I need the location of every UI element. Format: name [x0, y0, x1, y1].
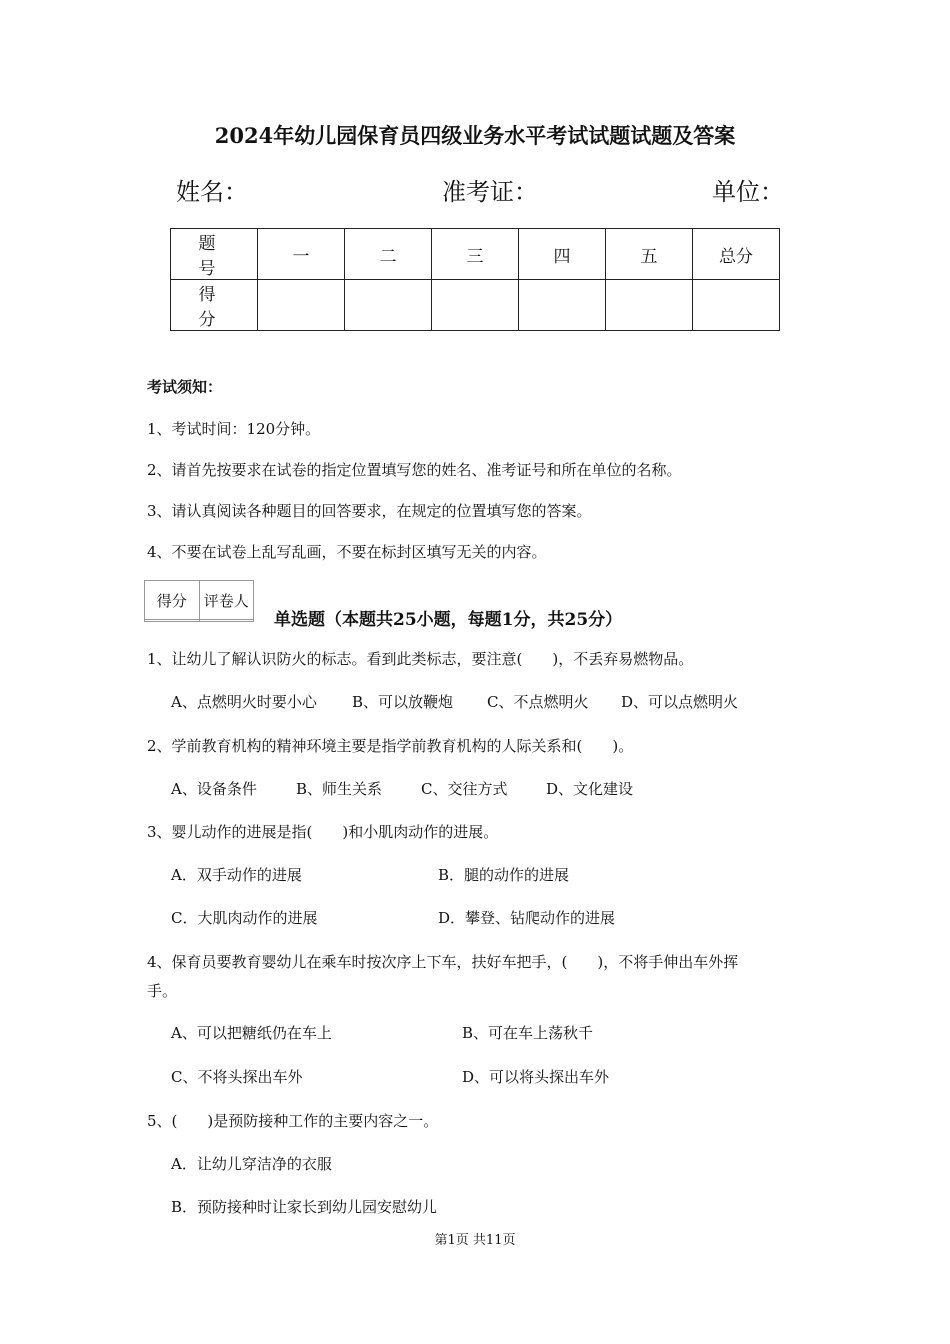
name-field-label: 姓名： [176, 178, 248, 206]
score-input-cell[interactable] [432, 280, 519, 331]
score-table-cell: 得 分 [171, 280, 258, 331]
score-input-cell[interactable] [693, 280, 780, 331]
score-table-score-row [171, 280, 780, 331]
grader-score-cell[interactable] [145, 620, 200, 622]
score-table-cell: 五 [606, 229, 693, 280]
answer-option: A、可以把糖纸仍在车上 [171, 1024, 332, 1042]
score-input-cell[interactable] [519, 280, 606, 331]
notice-item: 4、不要在试卷上乱写乱画，不要在标封区填写无关的内容。 [147, 543, 547, 561]
grader-reviewer-label: 评卷人 [199, 581, 254, 620]
grader-box [144, 580, 254, 622]
section-title: 单选题（本题共25小题，每题1分，共25分） [274, 610, 623, 630]
answer-option: D．攀登、钻爬动作的进展 [438, 909, 616, 927]
answer-option: B、师生关系 [296, 780, 383, 798]
score-table-header-row [171, 229, 780, 280]
question-stem: 2、学前教育机构的精神环境主要是指学前教育机构的人际关系和( )。 [147, 737, 634, 755]
notice-item: 3、请认真阅读各种题目的回答要求，在规定的位置填写您的答案。 [147, 502, 592, 520]
notice-heading: 考试须知： [147, 378, 223, 396]
answer-option: B．预防接种时让家长到幼儿园安慰幼儿 [171, 1198, 438, 1216]
answer-option: C、不将头探出车外 [171, 1068, 303, 1086]
notice-item: 1、考试时间：120分钟。 [147, 420, 321, 438]
page-title: 2024年幼儿园保育员四级业务水平考试试题试题及答案 [214, 123, 736, 148]
grader-score-label: 得分 [145, 581, 200, 620]
score-table-cell: 二 [345, 229, 432, 280]
answer-option: C、交往方式 [421, 780, 508, 798]
page-footer: 第1页 共11页 [434, 1233, 516, 1248]
exam-id-field-label: 准考证： [442, 178, 538, 206]
notice-item: 2、请首先按要求在试卷的指定位置填写您的姓名、准考证号和所在单位的名称。 [147, 461, 682, 479]
question-stem-continuation: 手。 [147, 982, 178, 1000]
score-table-cell: 总分 [693, 229, 780, 280]
grader-reviewer-cell[interactable] [199, 620, 254, 622]
answer-option: C．大肌肉动作的进展 [171, 909, 318, 927]
unit-field-label: 单位： [712, 178, 784, 206]
answer-option: D、可以将头探出车外 [462, 1068, 610, 1086]
score-table-cell: 三 [432, 229, 519, 280]
question-stem: 4、保育员要教育婴幼儿在乘车时按次序上下车，扶好车把手，( )，不将手伸出车外挥 [147, 953, 739, 971]
score-input-cell[interactable] [345, 280, 432, 331]
answer-option: D、文化建设 [546, 780, 634, 798]
answer-option: D、可以点燃明火 [621, 693, 739, 711]
answer-option: A．双手动作的进展 [171, 866, 302, 884]
score-table [170, 228, 780, 331]
question-stem: 5、( )是预防接种工作的主要内容之一。 [147, 1112, 439, 1130]
question-stem: 1、让幼儿了解认识防火的标志。看到此类标志，要注意( )，不丢弃易燃物品。 [147, 650, 694, 668]
score-table-cell: 四 [519, 229, 606, 280]
answer-option: A、设备条件 [171, 780, 257, 798]
answer-option: B、可以放鞭炮 [352, 693, 454, 711]
score-input-cell[interactable] [258, 280, 345, 331]
answer-option: A、点燃明火时要小心 [171, 693, 317, 711]
score-table-cell: 一 [258, 229, 345, 280]
answer-option: B、可在车上荡秋千 [462, 1024, 594, 1042]
answer-option: C、不点燃明火 [487, 693, 589, 711]
answer-option: A．让幼儿穿洁净的衣服 [171, 1155, 332, 1173]
score-table-cell: 题 号 [171, 229, 258, 280]
score-input-cell[interactable] [606, 280, 693, 331]
answer-option: B．腿的动作的进展 [438, 866, 570, 884]
question-stem: 3、婴儿动作的进展是指( )和小肌肉动作的进展。 [147, 823, 499, 841]
